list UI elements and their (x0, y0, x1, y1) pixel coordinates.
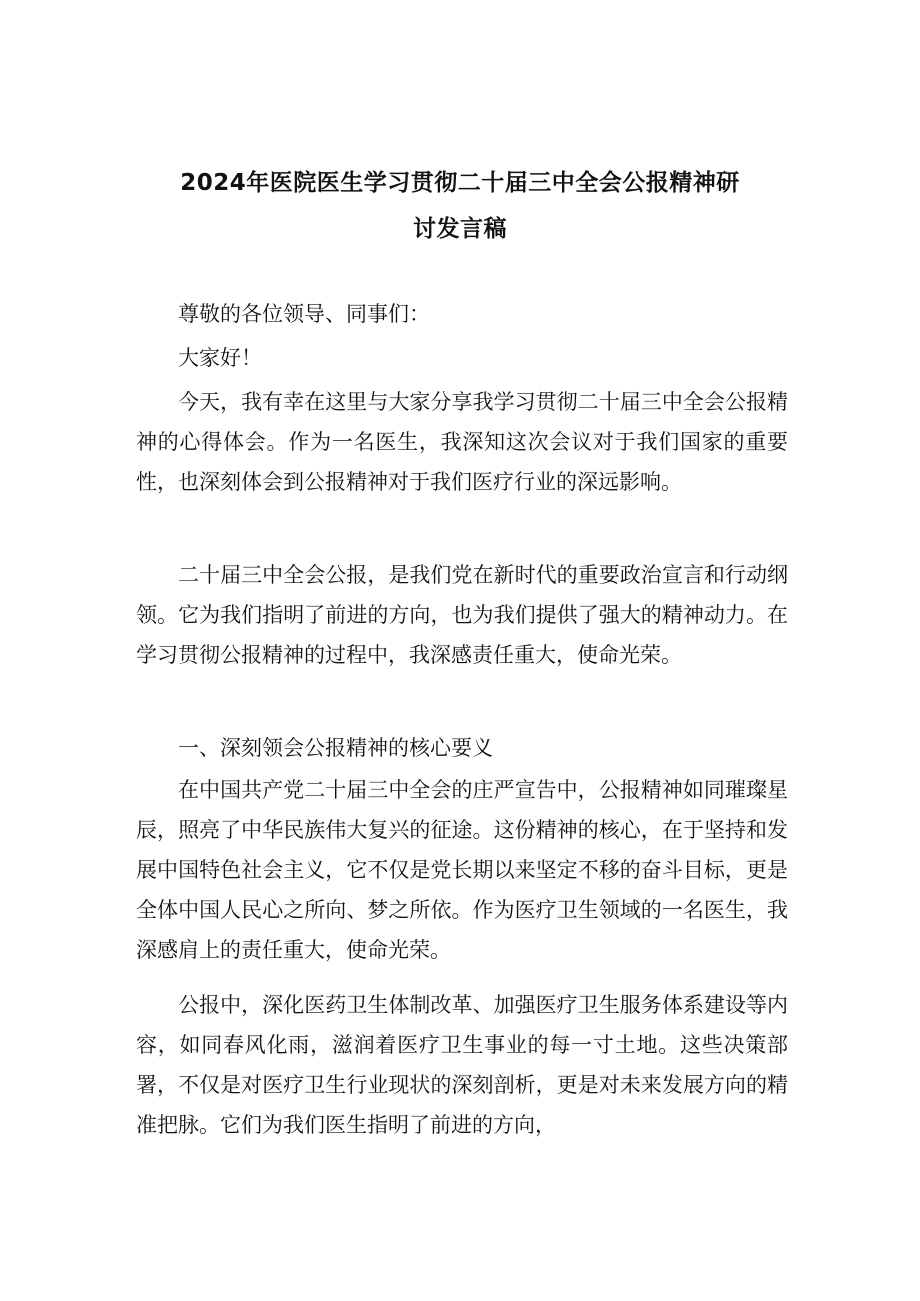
salutation: 尊敬的各位领导、同事们： (178, 302, 430, 326)
document-title-line1: 2024年医院医生学习贯彻二十届三中全会公报精神研 (180, 170, 740, 196)
document-title-line2: 讨发言稿 (413, 216, 507, 242)
paragraph: 公报中，深化医药卫生体制改革、加强医疗卫生服务体系建设等内容，如同春风化雨，滋润着医疗卫生事业的每一寸土地。这些决策部署，不仅是对医疗卫生行业现状的深刻剖析，更是对未来发展方向的精准把脉。它们为我们医生指明了前进的方向， (136, 993, 788, 1137)
paragraph: 在中国共产党二十届三中全会的庄严宣告中，公报精神如同璀璨星辰，照亮了中华民族伟大复兴的征途。这份精神的核心，在于坚持和发展中国特色社会主义，它不仅是党长期以来坚定不移的奋斗目标，更是全体中国人民心之所向、梦之所依。作为医疗卫生领域的一名医生，我深感肩上的责任重大，使命光荣。 (136, 778, 788, 962)
paragraph: 二十届三中全会公报，是我们党在新时代的重要政治宣言和行动纲领。它为我们指明了前进的方向，也为我们提供了强大的精神动力。在学习贯彻公报精神的过程中，我深感责任重大，使命光荣。 (136, 563, 788, 667)
section-heading: 一、深刻领会公报精神的核心要义 (178, 736, 493, 760)
paragraph: 今天，我有幸在这里与大家分享我学习贯彻二十届三中全会公报精神的心得体会。作为一名医生，我深知这次会议对于我们国家的重要性，也深刻体会到公报精神对于我们医疗行业的深远影响。 (136, 390, 788, 494)
greeting: 大家好！ (178, 346, 262, 370)
